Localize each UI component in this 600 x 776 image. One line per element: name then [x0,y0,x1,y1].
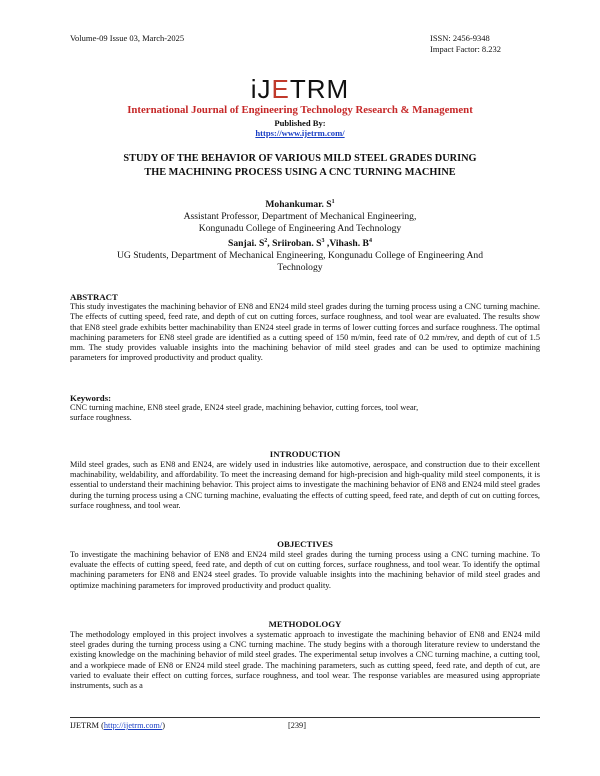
keywords-line-1: CNC turning machine, EN8 steel grade, EN24 steel grade, machining behavior, cutting forces, tool wear, [70,403,419,413]
abstract-heading: ABSTRACT [70,292,118,302]
footer-journal: IJETRM (http://ijetrm.com/) [70,721,165,730]
introduction-text: Mild steel grades, such as EN8 and EN24, are widely used in industries like automotive, aerospace, and construction due to their excellent machinability, weldability, and affordability. To meet the increasing demand for high-precision and high-quality mild steel components, it is essential to understand their machining behavior. This project aims to investigate the machining behavior of EN8 and EN24 mild steel grades during the turning process using a CNC turning machine, evaluating the effects of cutting speed, feed rate, and depth of cut on cutting forces, surface roughness, and tool wear. [70,460,540,510]
keywords-section [70,393,540,424]
impact-factor: Impact Factor: 8.232 [430,44,502,54]
issn-block [430,33,501,55]
published-by-label: Published By: [274,118,326,128]
methodology-heading: METHODOLOGY [268,619,342,629]
affiliation-2-line-2: Technology [277,262,323,274]
affiliation-1-line-1: Assistant Professor, Department of Mechanical Engineering, [183,211,417,223]
author-block [0,196,600,274]
keywords-line-2: surface roughness. [70,413,132,423]
publisher-block [0,118,600,138]
title-line-1: STUDY OF THE BEHAVIOR OF VARIOUS MILD STEEL GRADES DURING [123,153,477,164]
introduction-heading: INTRODUCTION [269,449,341,459]
journal-name: International Journal of Engineering Technology Research & Management [127,104,473,116]
objectives-heading: OBJECTIVES [277,539,333,549]
footer-url-link[interactable]: http://ijetrm.com/ [103,721,163,730]
issn: ISSN: 2456-9348 [430,33,490,43]
abstract-section [70,292,540,363]
objectives-text: To investigate the machining behavior of EN8 and EN24 mild steel grades during the turning process using a CNC turning machine. To evaluate the effects of cutting speed, feed rate, and depth of cut on cutting forces, surface roughness, and tool wear. To identify the optimal machining parameters for EN8 and EN24 steel grades. To provide valuable insights into the machining behavior of mild steel grades and optimize machining parameters for improved productivity and product quality. [70,550,540,590]
title-line-2: THE MACHINING PROCESS USING A CNC TURNING MACHINE [144,167,456,178]
abstract-text: This study investigates the machining behavior of EN8 and EN24 mild steel grades during the turning process using a CNC turning machine. The effects of cutting speed, feed rate, and depth of cut on cutting forces, surface roughness, and tool wear are evaluated. The results show that EN8 steel grade exhibits better machinability than EN24 steel grade in terms of lower cutting forces and surface roughness. The optimal machining parameters for EN8 steel grade are identified as a cutting speed of 150 m/min, feed rate of 0.2 mm/rev, and depth of cut of 1.5 mm. The study provides valuable insights into the machining behavior of mild steel grades and can be used to optimize machining parameters for improved productivity and product quality. [70,302,540,363]
footer-divider [70,717,540,718]
methodology-text: The methodology employed in this project involves a systematic approach to investigate the machining behavior of EN8 and EN24 mild steel grades during the turning process using a CNC turning machine. The study begins with a thorough literature review to understand the existing knowledge on the machining behavior of mild steel grades. The experimental setup involves a CNC turning machine, a cutting tool, and a workpiece made of EN8 or EN24 mild steel grade. The machining parameters, such as cutting speed, feed rate, and depth of cut, are varied to evaluate their effect on cutting forces, surface roughness, and tool wear. The response variables are measured using appropriate instruments, such as a [70,630,540,691]
page-number: [239] [288,721,306,730]
authors-2-4: Sanjai. $S^2$, Sriiroban. $S^3$ ,Vihash. $B^4$ [228,238,372,250]
author-1: Mohankumar. $S^1$ [265,199,335,211]
logo-text-e: E [271,74,290,104]
journal-url-link[interactable]: https://www.ijetrm.com/ [255,128,345,138]
keywords-heading: Keywords: [70,393,112,403]
affiliation-1-line-2: Kongunadu College of Engineering And Technology [198,223,402,235]
logo-text-a: iJ [250,74,272,104]
volume-issue: Volume-09 Issue 03, March-2025 [70,33,185,43]
logo-text-b: TRM [289,74,350,104]
paper-title [0,152,600,180]
journal-logo [0,74,600,105]
affiliation-2-line-1: UG Students, Department of Mechanical Engineering, Kongunadu College of Engineering And [116,250,484,262]
